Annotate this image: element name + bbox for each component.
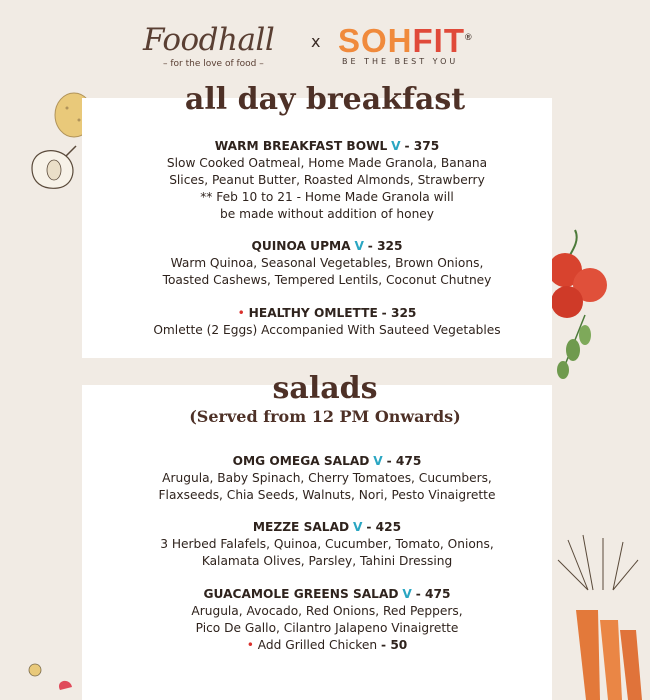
veg-marker: V: [373, 454, 383, 468]
item-price: - 325: [367, 239, 403, 253]
menu-item-quinoa-upma: [82, 238, 572, 289]
addon-price: - 50: [381, 638, 408, 652]
menu-item-mezze-salad: [82, 519, 572, 570]
sohfit-logo-soh: SOH: [338, 22, 413, 59]
item-description-line: Pico De Gallo, Cilantro Jalapeno Vinaigrette: [195, 621, 459, 635]
item-description-line: Slices, Peanut Butter, Roasted Almonds, Strawberry: [169, 173, 485, 187]
foodhall-tagline: – for the love of food –: [163, 59, 264, 69]
foodhall-logo: Foodhall: [143, 22, 275, 58]
sohfit-logo-reg: ®: [465, 32, 473, 42]
veg-marker: V: [391, 139, 401, 153]
veg-marker: V: [353, 520, 363, 534]
item-description-line: Omlette (2 Eggs) Accompanied With Sauteed Vegetables: [153, 323, 501, 337]
item-description-line: Slow Cooked Oatmeal, Home Made Granola, Banana: [166, 156, 488, 170]
item-price: - 375: [404, 139, 440, 153]
item-description-line: Flaxseeds, Chia Seeds, Walnuts, Nori, Pesto Vinaigrette: [158, 488, 496, 502]
item-price: - 425: [366, 520, 402, 534]
addon-line: [82, 637, 572, 654]
item-description-line: Arugula, Baby Spinach, Cherry Tomatoes, Cucumbers,: [162, 471, 492, 485]
item-name: GUACAMOLE GREENS SALAD: [203, 587, 399, 601]
sohfit-logo: [338, 22, 473, 60]
item-description-line: Kalamata Olives, Parsley, Tahini Dressing: [201, 554, 453, 568]
breakfast-section-title: all day breakfast: [184, 82, 466, 117]
bullet-dot: •: [246, 638, 254, 652]
item-name: OMG OMEGA SALAD: [232, 454, 370, 468]
item-price: - 325: [381, 306, 417, 320]
menu-item-warm-breakfast-bowl: [82, 138, 572, 223]
bullet-dot: •: [237, 306, 245, 320]
item-description-line: Warm Quinoa, Seasonal Vegetables, Brown Onions,: [170, 256, 484, 270]
item-name: HEALTHY OMLETTE: [248, 306, 378, 320]
item-description-line: 3 Herbed Falafels, Quinoa, Cucumber, Tomato, Onions,: [160, 537, 494, 551]
sohfit-logo-fit: FIT: [412, 22, 465, 59]
item-description-line: Toasted Cashews, Tempered Lentils, Coconut Chutney: [162, 273, 492, 287]
item-price: - 475: [386, 454, 422, 468]
menu-item-healthy-omlette: [82, 305, 572, 339]
veg-marker: V: [354, 239, 364, 253]
collab-times: x: [311, 32, 321, 51]
menu-item-guacamole-greens-salad: [82, 586, 572, 654]
brand-header: [0, 14, 650, 74]
menu-item-omg-omega-salad: [82, 453, 572, 504]
item-description-line: ** Feb 10 to 21 - Home Made Granola will: [200, 190, 454, 204]
item-name: WARM BREAKFAST BOWL: [214, 139, 388, 153]
veg-marker: V: [402, 587, 412, 601]
item-description-line: be made without addition of honey: [219, 207, 435, 221]
item-name: QUINOA UPMA: [251, 239, 351, 253]
sohfit-tagline: BE THE BEST YOU: [342, 57, 459, 66]
item-price: - 475: [415, 587, 451, 601]
salads-subtitle: (Served from 12 PM Onwards): [189, 407, 461, 426]
salads-section-title: salads: [272, 371, 378, 406]
addon-text: Add Grilled Chicken: [257, 638, 378, 652]
item-name: MEZZE SALAD: [252, 520, 350, 534]
item-description-line: Arugula, Avocado, Red Onions, Red Peppers,: [191, 604, 463, 618]
pear-illustration: [24, 138, 82, 193]
